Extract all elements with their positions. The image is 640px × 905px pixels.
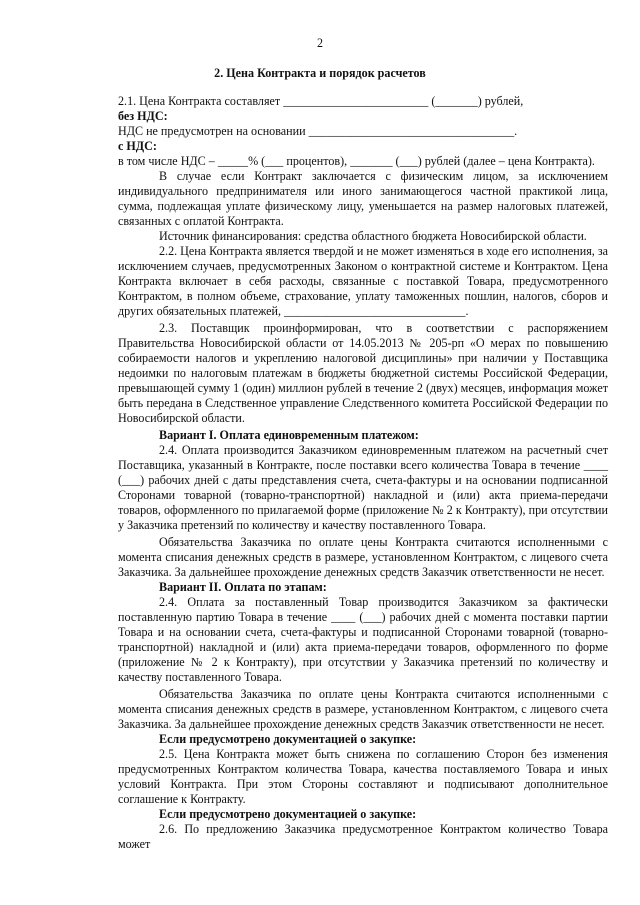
paragraph-obligations-2: Обязательства Заказчика по оплате цены Контракта считаются исполненными с момента списания денежных средств в размере, установленном Контрактом, с лицевого счета Заказчика. За дальнейшее прохождение денежных средств Заказчик ответственности не несет. [118,687,608,731]
paragraph-2-6: 2.6. По предложению Заказчика предусмотренное Контрактом количество Товара может [118,822,608,851]
paragraph-2-1: 2.1. Цена Контракта составляет ________________________ (_______) рублей, [118,94,524,108]
page-number: 2 [316,36,324,50]
paragraph-2-3: 2.3. Поставщик проинформирован, что в соответствии с распоряжением Правительства Новосибирской области от 14.05.2013 № 205-рп «О мерах по повышению собираемости налогов и укреплению налоговой дисциплины» при наличии у Поставщика недоимки по налоговым платежам в бюджеты бюджетной системы Российской Федерации, превышающей сумму 1 (один) миллион рублей в течение 2 (двух) месяцев, информация может быть передана в Следственное управление Следственного комитета Российской Федерации по Новосибирской области. [118,321,608,425]
paragraph-funding-source: Источник финансирования: средства областного бюджета Новосибирской области. [159,229,587,243]
section-title: 2. Цена Контракта и порядок расчетов [214,66,426,80]
variant-1-heading: Вариант I. Оплата единовременным платежом: [159,428,419,442]
document-body [118,94,608,852]
paragraph-vat-basis: НДС не предусмотрен на основании __________________________________. [118,124,518,138]
paragraph-individual: В случае если Контракт заключается с физическим лицом, за исключением индивидуального предпринимателя или иного занимающегося частной практикой лица, сумма, подлежащая уплате физическому лицу, уменьшается на размер налоговых платежей, связанных с оплатой Контракта. [118,169,608,228]
paragraph-vat-amount: в том числе НДС – _____% (___ процентов), _______ (___) рублей (далее – цена Контракта). [118,154,595,168]
without-vat-heading: без НДС: [118,109,168,123]
paragraph-2-4-variant-1: 2.4. Оплата производится Заказчиком единовременным платежом на расчетный счет Поставщика, указанный в Контракте, после поставки всего количества Товара в течение ____ (___) рабочих дней с даты представления счета, счета-фактуры и на основании подписанной Сторонами товарной (товарно-транспортной) накладной и (или) акта приема-передачи товаров, оформленного по прилагаемой форме (приложение № 2 к Контракту), при отсутствии у Заказчика претензий по количеству и качеству поставленного Товара. [118,443,608,532]
paragraph-2-4-variant-2: 2.4. Оплата за поставленный Товар производится Заказчиком за фактически поставленную партию Товара в течение ____ (___) рабочих дней с момента поставки партии Товара и на основании счета, счета-фактуры и подписанной Сторонами товарной (товарно-транспортной) накладной и (или) акта приема-передачи товаров, оформленного по форме (приложение № 2 к Контракту), при отсутствии у Заказчика претензий по количеству и качеству поставленного Товара. [118,595,608,684]
condition-heading-2: Если предусмотрено документацией о закупке: [159,807,417,821]
condition-heading-1: Если предусмотрено документацией о закупке: [159,732,417,746]
paragraph-2-2: 2.2. Цена Контракта является твердой и не может изменяться в ходе его исполнения, за исключением случаев, предусмотренных Законом о контрактной системе и Контрактом. Цена Контракта включает в себя расходы, связанные с поставкой Товара, предусмотренного Контрактом, в полном объеме, страхование, уплату таможенных пошлин, налогов, сборов и других обязательных платежей, ______________________________. [118,244,608,318]
paragraph-obligations-1: Обязательства Заказчика по оплате цены Контракта считаются исполненными с момента списания денежных средств в размере, установленном Контрактом, с лицевого счета Заказчика. За дальнейшее прохождение денежных средств Заказчик ответственности не несет. [118,535,608,579]
paragraph-2-5: 2.5. Цена Контракта может быть снижена по соглашению Сторон без изменения предусмотренных Контрактом количества Товара, качества поставляемого Товара и иных условий Контракта. При этом Стороны составляют и подписывают дополнительное соглашение к Контракту. [118,747,608,806]
variant-2-heading: Вариант II. Оплата по этапам: [159,580,327,594]
with-vat-heading: с НДС: [118,139,157,153]
